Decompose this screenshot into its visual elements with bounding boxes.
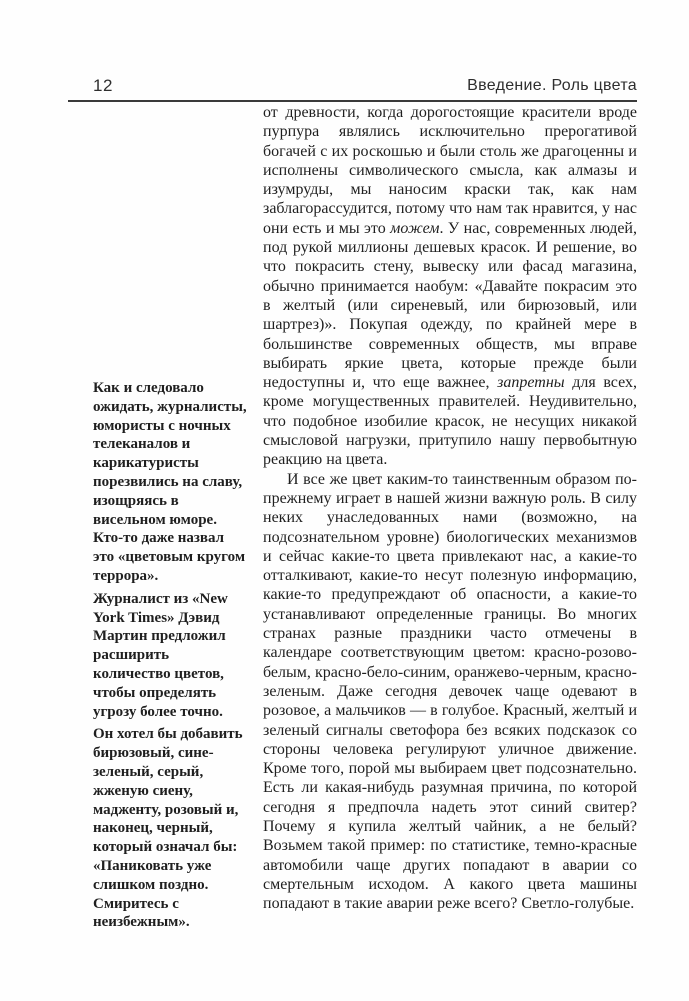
margin-note: Как и следовало ожидать, журналисты, юмористы с ночных телеканалов и карикатуристы порезвились на славу, изощряясь в висельном юморе. Кто-то даже назвал это «цветовым кругом террора». <box>93 380 247 584</box>
paragraph-segment: от древности, когда дорогостоящие красители вроде пурпура являлись исключительно прерогативой богачей с их роскошью и были столь же драгоценны и исполнены символического смысла, как алмазы и изумруды, мы наносим краски так, как нам заблагорассудится, потому что нам так нравится, у нас они есть и мы это <box>263 104 637 237</box>
paragraph-segment: И все же цвет каким-то таинственным образом по-прежнему играет в нашей жизни важную роль. В силу неких унаследованных нами (возможно, на подсознательном уровне) биологических механизмов и сейчас какие-то цвета привлекают нас, а какие-то отталкивают, какие-то несут полезную информацию, какие-то предупреждают об опасности, а какие-то устанавливают определенные границы. Во многих странах разные праздники часто отмечены в календаре соответствующим цветом: красно-розово-белым, красно-бело-синим, оранжево-черным, красно-зеленым. Даже сегодня девочек чаще одевают в розовое, а мальчиков — в голубое. Красный, желтый и зеленый сигналы светофора без всяких подсказок со стороны человека регулируют уличное движение. Кроме того, порой мы выбираем цвет подсознательно. Есть ли какая-нибудь разумная причина, по которой сегодня я предпочла надеть этот синий свитер? Почему я купила желтый чайник, а не белый? Возьмем такой пример: по статистике, темно-красные автомобили чаще других попадают в аварии со смертельным исходом. А какого цвета машины попадают в такие аварии реже всего? Светло-голубые. <box>263 470 637 913</box>
body-paragraph <box>263 103 637 470</box>
page-header <box>68 77 637 95</box>
paragraph-segment: . У нас, современных людей, под рукой миллионы дешевых красок. И решение, во что покрасить стену, вывеску или фасад магазина, обычно принимается наобум: «Давайте покрасим это в желтый (или сиреневый, или бирюзовый, или шартрез)». Покупая одежду, по крайней мере в большинстве современных обществ, мы вправе выбирать яркие цвета, которые прежде были недоступны и, что еще важнее, <box>263 219 637 392</box>
body-text-column <box>263 103 637 913</box>
running-head: Введение. Роль цвета <box>467 77 637 94</box>
body-paragraph <box>263 470 637 914</box>
margin-note: Он хотел бы добавить бирюзовый, сине-зеленый, серый, жженую сиену, мадженту, розовый и, наконец, черный, который означал бы: «Паниковать уже слишком поздно. Смиритесь с неизбежным». <box>93 726 243 931</box>
margin-note: Журналист из «New York Times» Дэвид Мартин предложил расширить количество цветов, чтобы определять угрозу более точно. <box>93 590 228 720</box>
emphasis-term: запретны <box>497 374 565 392</box>
page-number: 12 <box>93 76 113 95</box>
header-rule <box>68 100 637 102</box>
paragraph-segment: для всех, кроме могущественных правителей. Неудивительно, что подобное изобилие красок, не несущих никакой смысловой нагрузки, притупило нашу первобытную реакцию на цвета. <box>263 374 637 469</box>
emphasis-term: можем <box>390 219 440 237</box>
margin-notes-column <box>93 379 247 932</box>
